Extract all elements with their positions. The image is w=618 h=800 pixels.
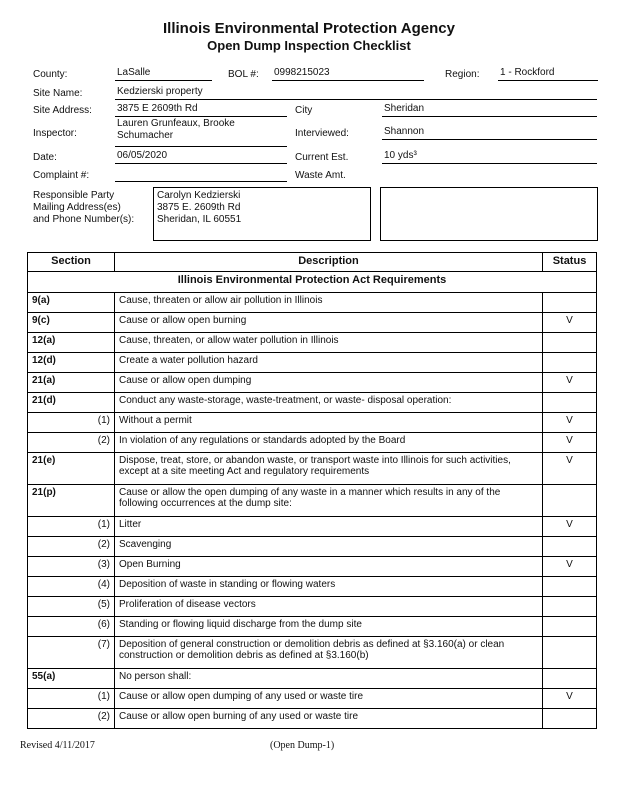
responsible-label-line: Responsible Party [33, 190, 115, 201]
section-cell: (2) [28, 433, 115, 453]
description-cell: Dispose, treat, store, or abandon waste, or transport waste into Illinois for such activities, except at a site meeting Act and regulatory requirements [115, 453, 543, 485]
status-cell[interactable] [543, 537, 597, 557]
description-cell: Cause or allow open dumping of any used or waste tire [115, 689, 543, 709]
status-cell[interactable] [543, 617, 597, 637]
section-cell: 12(a) [28, 333, 115, 353]
table-row [28, 637, 597, 669]
table-row [28, 537, 597, 557]
status-cell[interactable] [543, 637, 597, 669]
table-row [28, 577, 597, 597]
section-header: Section [28, 253, 115, 272]
table-row [28, 517, 597, 537]
section-cell: (7) [28, 637, 115, 669]
page-label: (Open Dump-1) [270, 740, 335, 751]
interviewed-label: Interviewed: [295, 128, 349, 139]
status-cell[interactable] [543, 353, 597, 373]
county-label: County: [33, 69, 68, 80]
responsible-name: Carolyn Kedzierski [157, 190, 241, 201]
site-address-label: Site Address: [33, 105, 92, 116]
additional-party-box[interactable] [380, 187, 598, 241]
responsible-label-line: Mailing Address(es) [33, 202, 121, 213]
description-cell: Cause or allow open burning of any used or waste tire [115, 709, 543, 729]
date-field[interactable]: 06/05/2020 [115, 150, 287, 164]
table-row [28, 293, 597, 313]
responsible-party-box[interactable] [153, 187, 371, 241]
table-row [28, 393, 597, 413]
section-cell: 9(c) [28, 313, 115, 333]
status-cell[interactable] [543, 333, 597, 353]
agency-title: Illinois Environmental Protection Agency [163, 20, 455, 37]
section-cell: (1) [28, 517, 115, 537]
table-row [28, 485, 597, 517]
region-label: Region: [445, 69, 480, 80]
section-cell: (1) [28, 413, 115, 433]
description-cell: Cause, threaten, or allow water pollution in Illinois [115, 333, 543, 353]
section-cell: (6) [28, 617, 115, 637]
section-cell: 9(a) [28, 293, 115, 313]
complaint-field[interactable] [115, 168, 287, 182]
description-cell: Create a water pollution hazard [115, 353, 543, 373]
section-cell: 21(d) [28, 393, 115, 413]
description-cell: No person shall: [115, 669, 543, 689]
description-cell: Cause or allow open burning [115, 313, 543, 333]
table-row [28, 313, 597, 333]
table-row [28, 617, 597, 637]
description-header: Description [115, 253, 543, 272]
date-label: Date: [33, 152, 57, 163]
table-row [28, 453, 597, 485]
section-cell: 21(p) [28, 485, 115, 517]
description-cell: In violation of any regulations or standards adopted by the Board [115, 433, 543, 453]
description-cell: Conduct any waste-storage, waste-treatment, or waste- disposal operation: [115, 393, 543, 413]
section-cell: (5) [28, 597, 115, 617]
complaint-label: Complaint #: [33, 170, 90, 181]
responsible-city: Sheridan, IL 60551 [157, 214, 242, 225]
status-cell[interactable] [543, 485, 597, 517]
region-field[interactable]: 1 - Rockford [498, 67, 598, 81]
bol-label: BOL #: [228, 69, 259, 80]
spacer [441, 67, 443, 80]
table-row [28, 413, 597, 433]
site-address-field[interactable]: 3875 E 2609th Rd [115, 103, 287, 117]
description-cell: Litter [115, 517, 543, 537]
revised-date: Revised 4/11/2017 [20, 740, 95, 751]
act-title: Illinois Environmental Protection Act Requirements [28, 272, 597, 293]
responsible-label-line: and Phone Number(s): [33, 214, 135, 225]
table-row [28, 597, 597, 617]
description-cell: Proliferation of disease vectors [115, 597, 543, 617]
form-title: Open Dump Inspection Checklist [207, 38, 411, 53]
section-cell: 55(a) [28, 669, 115, 689]
status-cell[interactable]: V [543, 517, 597, 537]
table-row [28, 353, 597, 373]
status-cell[interactable]: V [543, 413, 597, 433]
description-cell: Without a permit [115, 413, 543, 433]
section-cell: (4) [28, 577, 115, 597]
table-row [28, 557, 597, 577]
bol-field[interactable]: 0998215023 [272, 67, 424, 81]
description-cell: Open Burning [115, 557, 543, 577]
description-cell: Cause or allow open dumping [115, 373, 543, 393]
status-cell[interactable] [543, 293, 597, 313]
status-cell[interactable]: V [543, 689, 597, 709]
section-cell: (2) [28, 709, 115, 729]
status-header: Status [543, 253, 597, 272]
section-cell: 12(d) [28, 353, 115, 373]
section-cell: 21(e) [28, 453, 115, 485]
table-row [28, 689, 597, 709]
description-cell: Scavenging [115, 537, 543, 557]
responsible-party-label [33, 190, 134, 226]
status-cell[interactable]: V [543, 313, 597, 333]
status-cell[interactable] [543, 709, 597, 729]
status-cell[interactable]: V [543, 557, 597, 577]
description-cell: Deposition of general construction or demolition debris as defined at §3.160(a) or clean construction or demolition debris as defined at §3.160(b) [115, 637, 543, 669]
inspector-field[interactable]: Lauren Grunfeaux, Brooke Schumacher [115, 118, 287, 147]
current-est-field[interactable]: 10 yds³ [382, 150, 597, 164]
table-row [28, 709, 597, 729]
inspector-label: Inspector: [33, 128, 77, 139]
city-field[interactable]: Sheridan [382, 103, 597, 117]
city-label: City [295, 105, 313, 116]
county-field[interactable]: LaSalle [115, 67, 212, 81]
responsible-address: 3875 E. 2609th Rd [157, 202, 241, 213]
section-cell: (2) [28, 537, 115, 557]
table-row [28, 333, 597, 353]
status-cell[interactable] [543, 669, 597, 689]
status-cell[interactable]: V [543, 433, 597, 453]
table-row [28, 373, 597, 393]
description-cell: Cause or allow the open dumping of any waste in a manner which results in any of the following occurrences at the dump site: [115, 485, 543, 517]
section-cell: (3) [28, 557, 115, 577]
description-cell: Cause, threaten or allow air pollution in Illinois [115, 293, 543, 313]
status-cell[interactable]: V [543, 453, 597, 485]
status-cell[interactable]: V [543, 373, 597, 393]
section-cell: 21(a) [28, 373, 115, 393]
status-cell[interactable] [543, 393, 597, 413]
status-cell[interactable] [543, 597, 597, 617]
table-row [28, 669, 597, 689]
table-row [28, 433, 597, 453]
current-est-label: Current Est. [295, 152, 349, 163]
description-cell: Deposition of waste in standing or flowing waters [115, 577, 543, 597]
waste-amt-label: Waste Amt. [295, 170, 346, 181]
interviewed-field[interactable]: Shannon [382, 126, 597, 140]
requirements-table [27, 252, 597, 729]
section-cell: (1) [28, 689, 115, 709]
description-cell: Standing or flowing liquid discharge from the dump site [115, 617, 543, 637]
site-name-label: Site Name: [33, 88, 83, 99]
site-name-field[interactable]: Kedzierski property [115, 86, 597, 100]
status-cell[interactable] [543, 577, 597, 597]
